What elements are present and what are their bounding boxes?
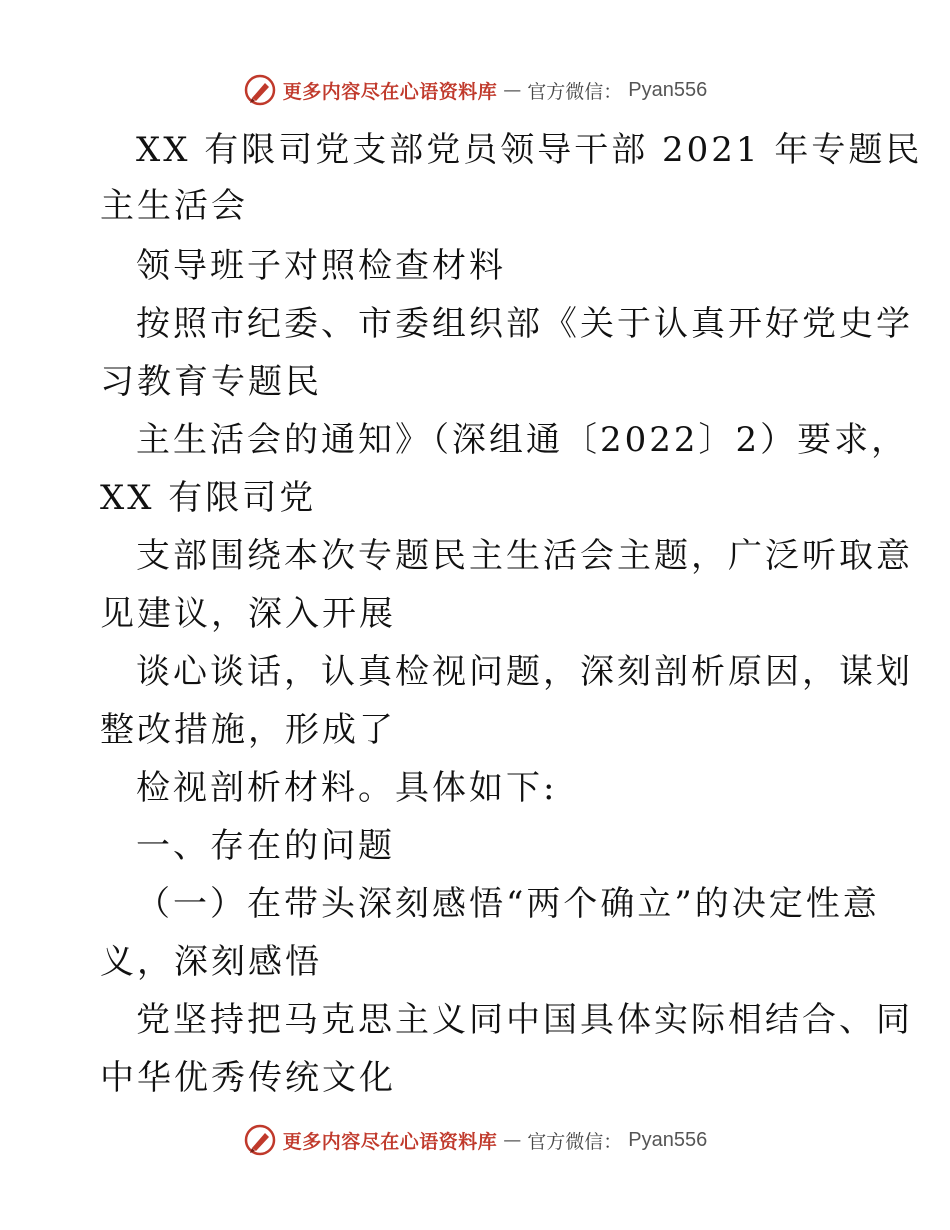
paragraph-line: XX 有限司党	[100, 478, 317, 518]
paragraph-line: 义，深刻感悟	[100, 942, 322, 982]
watermark-banner-bottom	[0, 1120, 950, 1160]
watermark-wechat-id: Pyan556	[628, 78, 708, 101]
paragraph-line: 中华优秀传统文化	[100, 1058, 396, 1098]
paragraph-line: 见建议，深入开展	[100, 594, 396, 634]
title-line-2: 主生活会	[100, 186, 248, 226]
paragraph-line: 谈心谈话，认真检视问题，深刻剖析原因，谋划	[136, 652, 913, 692]
paragraph-line: 党坚持把马克思主义同中国具体实际相结合、同	[136, 1000, 913, 1040]
paragraph-line: 习教育专题民	[100, 362, 322, 402]
section-heading: 一、存在的问题	[136, 826, 395, 866]
paragraph-line: 检视剖析材料。具体如下:	[136, 768, 558, 808]
watermark-wechat-label: 官方微信：	[527, 1130, 623, 1153]
paragraph-line: 按照市纪委、市委组织部《关于认真开好党史学	[136, 304, 913, 344]
watermark-dash: —	[503, 1129, 522, 1151]
watermark-wechat-id: Pyan556	[628, 1128, 708, 1151]
watermark-banner-top	[0, 70, 950, 110]
subtitle-line: 领导班子对照检查材料	[136, 246, 506, 286]
paragraph-line: 支部围绕本次专题民主生活会主题，广泛听取意	[136, 536, 913, 576]
paragraph-line: 主生活会的通知》（深组通〔2022〕2）要求，	[136, 420, 909, 460]
pen-logo-icon	[243, 73, 277, 107]
watermark-site-text: 更多内容尽在心语资料库	[282, 80, 498, 103]
watermark-dash: —	[503, 79, 522, 101]
title-line-1: XX 有限司党支部党员领导干部 2021 年专题民	[136, 130, 923, 170]
subsection-heading-line: （一）在带头深刻感悟“两个确立”的决定性意	[136, 884, 880, 924]
watermark-site-text: 更多内容尽在心语资料库	[282, 1130, 498, 1153]
watermark-wechat-label: 官方微信：	[527, 80, 623, 103]
paragraph-line: 整改措施，形成了	[100, 710, 396, 750]
pen-logo-icon	[243, 1123, 277, 1157]
